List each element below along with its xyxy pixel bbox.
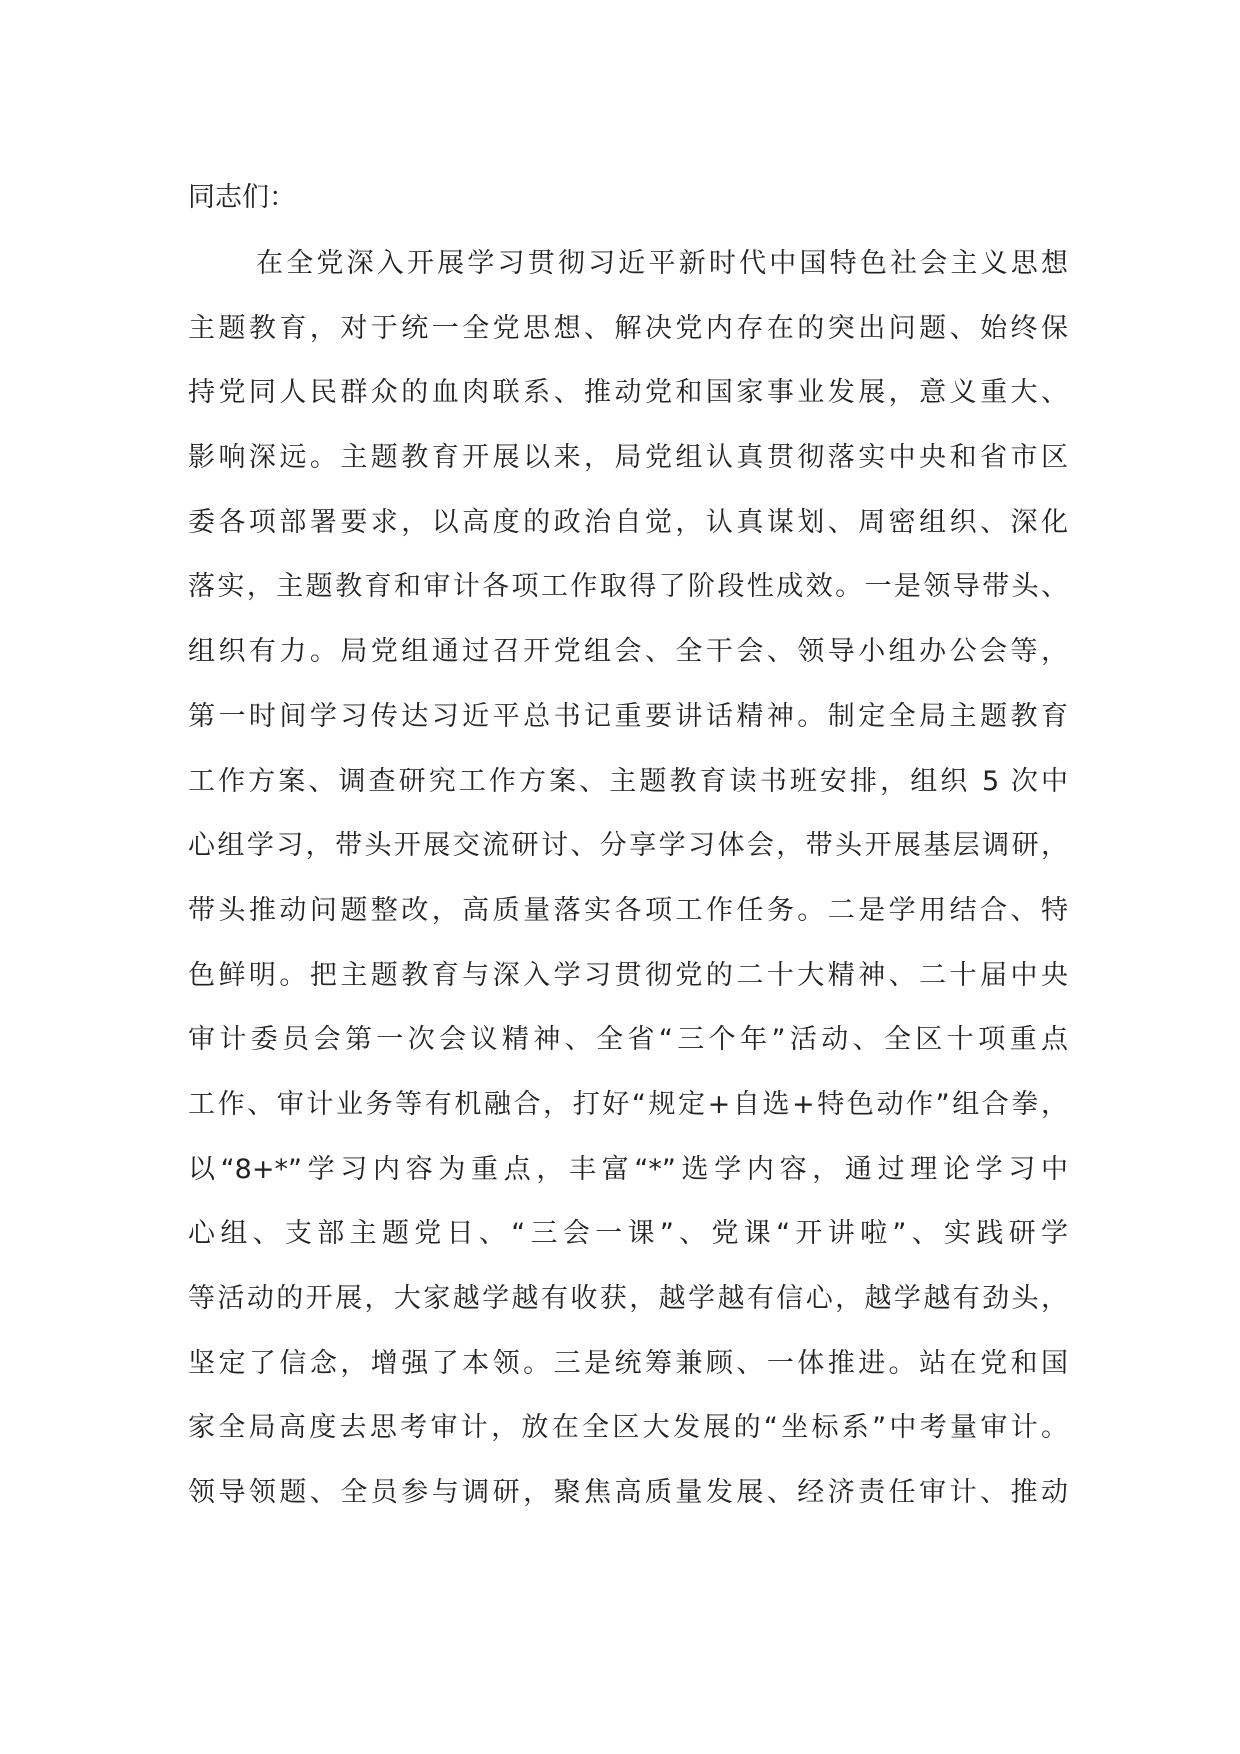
paragraph-line: 组织有力。局党组通过召开党组会、全干会、领导小组办公会等， <box>188 636 1068 668</box>
paragraph-line: 等活动的开展，大家越学越有收获，越学越有信心，越学越有劲头， <box>188 1283 1068 1314</box>
paragraph-line: 工作、审计业务等有机融合，打好“规定+自选+特色动作”组合拳， <box>188 1088 1068 1120</box>
paragraph-line: 坚定了信念，增强了本领。三是统筹兼顾、一体推进。站在党和国 <box>188 1347 1068 1379</box>
paragraph-line: 审计委员会第一次会议精神、全省“三个年”活动、全区十项重点 <box>188 1024 1068 1056</box>
paragraph-line: 领导领题、全员参与调研，聚焦高质量发展、经济责任审计、推动 <box>188 1477 1068 1509</box>
paragraph-line: 委各项部署要求，以高度的政治自觉，认真谋划、周密组织、深化 <box>188 506 1068 538</box>
paragraph-line: 持党同人民群众的血肉联系、推动党和国家事业发展，意义重大、 <box>188 377 1068 409</box>
paragraph-line: 带头推动问题整改，高质量落实各项工作任务。二是学用结合、特 <box>188 894 1068 926</box>
paragraph-line: 影响深远。主题教育开展以来，局党组认真贯彻落实中央和省市区 <box>188 442 1068 474</box>
paragraph-line: 以“8+*”学习内容为重点，丰富“*”选学内容，通过理论学习中 <box>188 1153 1068 1185</box>
paragraph-line: 工作方案、调查研究工作方案、主题教育读书班安排，组织 5 次中 <box>188 765 1068 797</box>
paragraph-line: 家全局高度去思考审计，放在全区大发展的“坐标系”中考量审计。 <box>188 1412 1068 1444</box>
document-body <box>188 172 1068 1532</box>
salutation: 同志们： <box>188 182 296 213</box>
paragraph-line: 落实，主题教育和审计各项工作取得了阶段性成效。一是领导带头、 <box>188 571 1068 603</box>
paragraph-line: 主题教育，对于统一全党思想、解决党内存在的突出问题、始终保 <box>188 312 1068 344</box>
paragraph-line: 第一时间学习传达习近平总书记重要讲话精神。制定全局主题教育 <box>188 700 1068 732</box>
paragraph-line: 心组学习，带头开展交流研讨、分享学习体会，带头开展基层调研， <box>188 830 1068 862</box>
paragraph-line: 心组、支部主题党日、“三会一课”、党课“开讲啦”、实践研学 <box>188 1218 1068 1250</box>
paragraph-line: 色鲜明。把主题教育与深入学习贯彻党的二十大精神、二十届中央 <box>188 959 1068 991</box>
paragraph-line: 在全党深入开展学习贯彻习近平新时代中国特色社会主义思想 <box>256 248 1068 279</box>
